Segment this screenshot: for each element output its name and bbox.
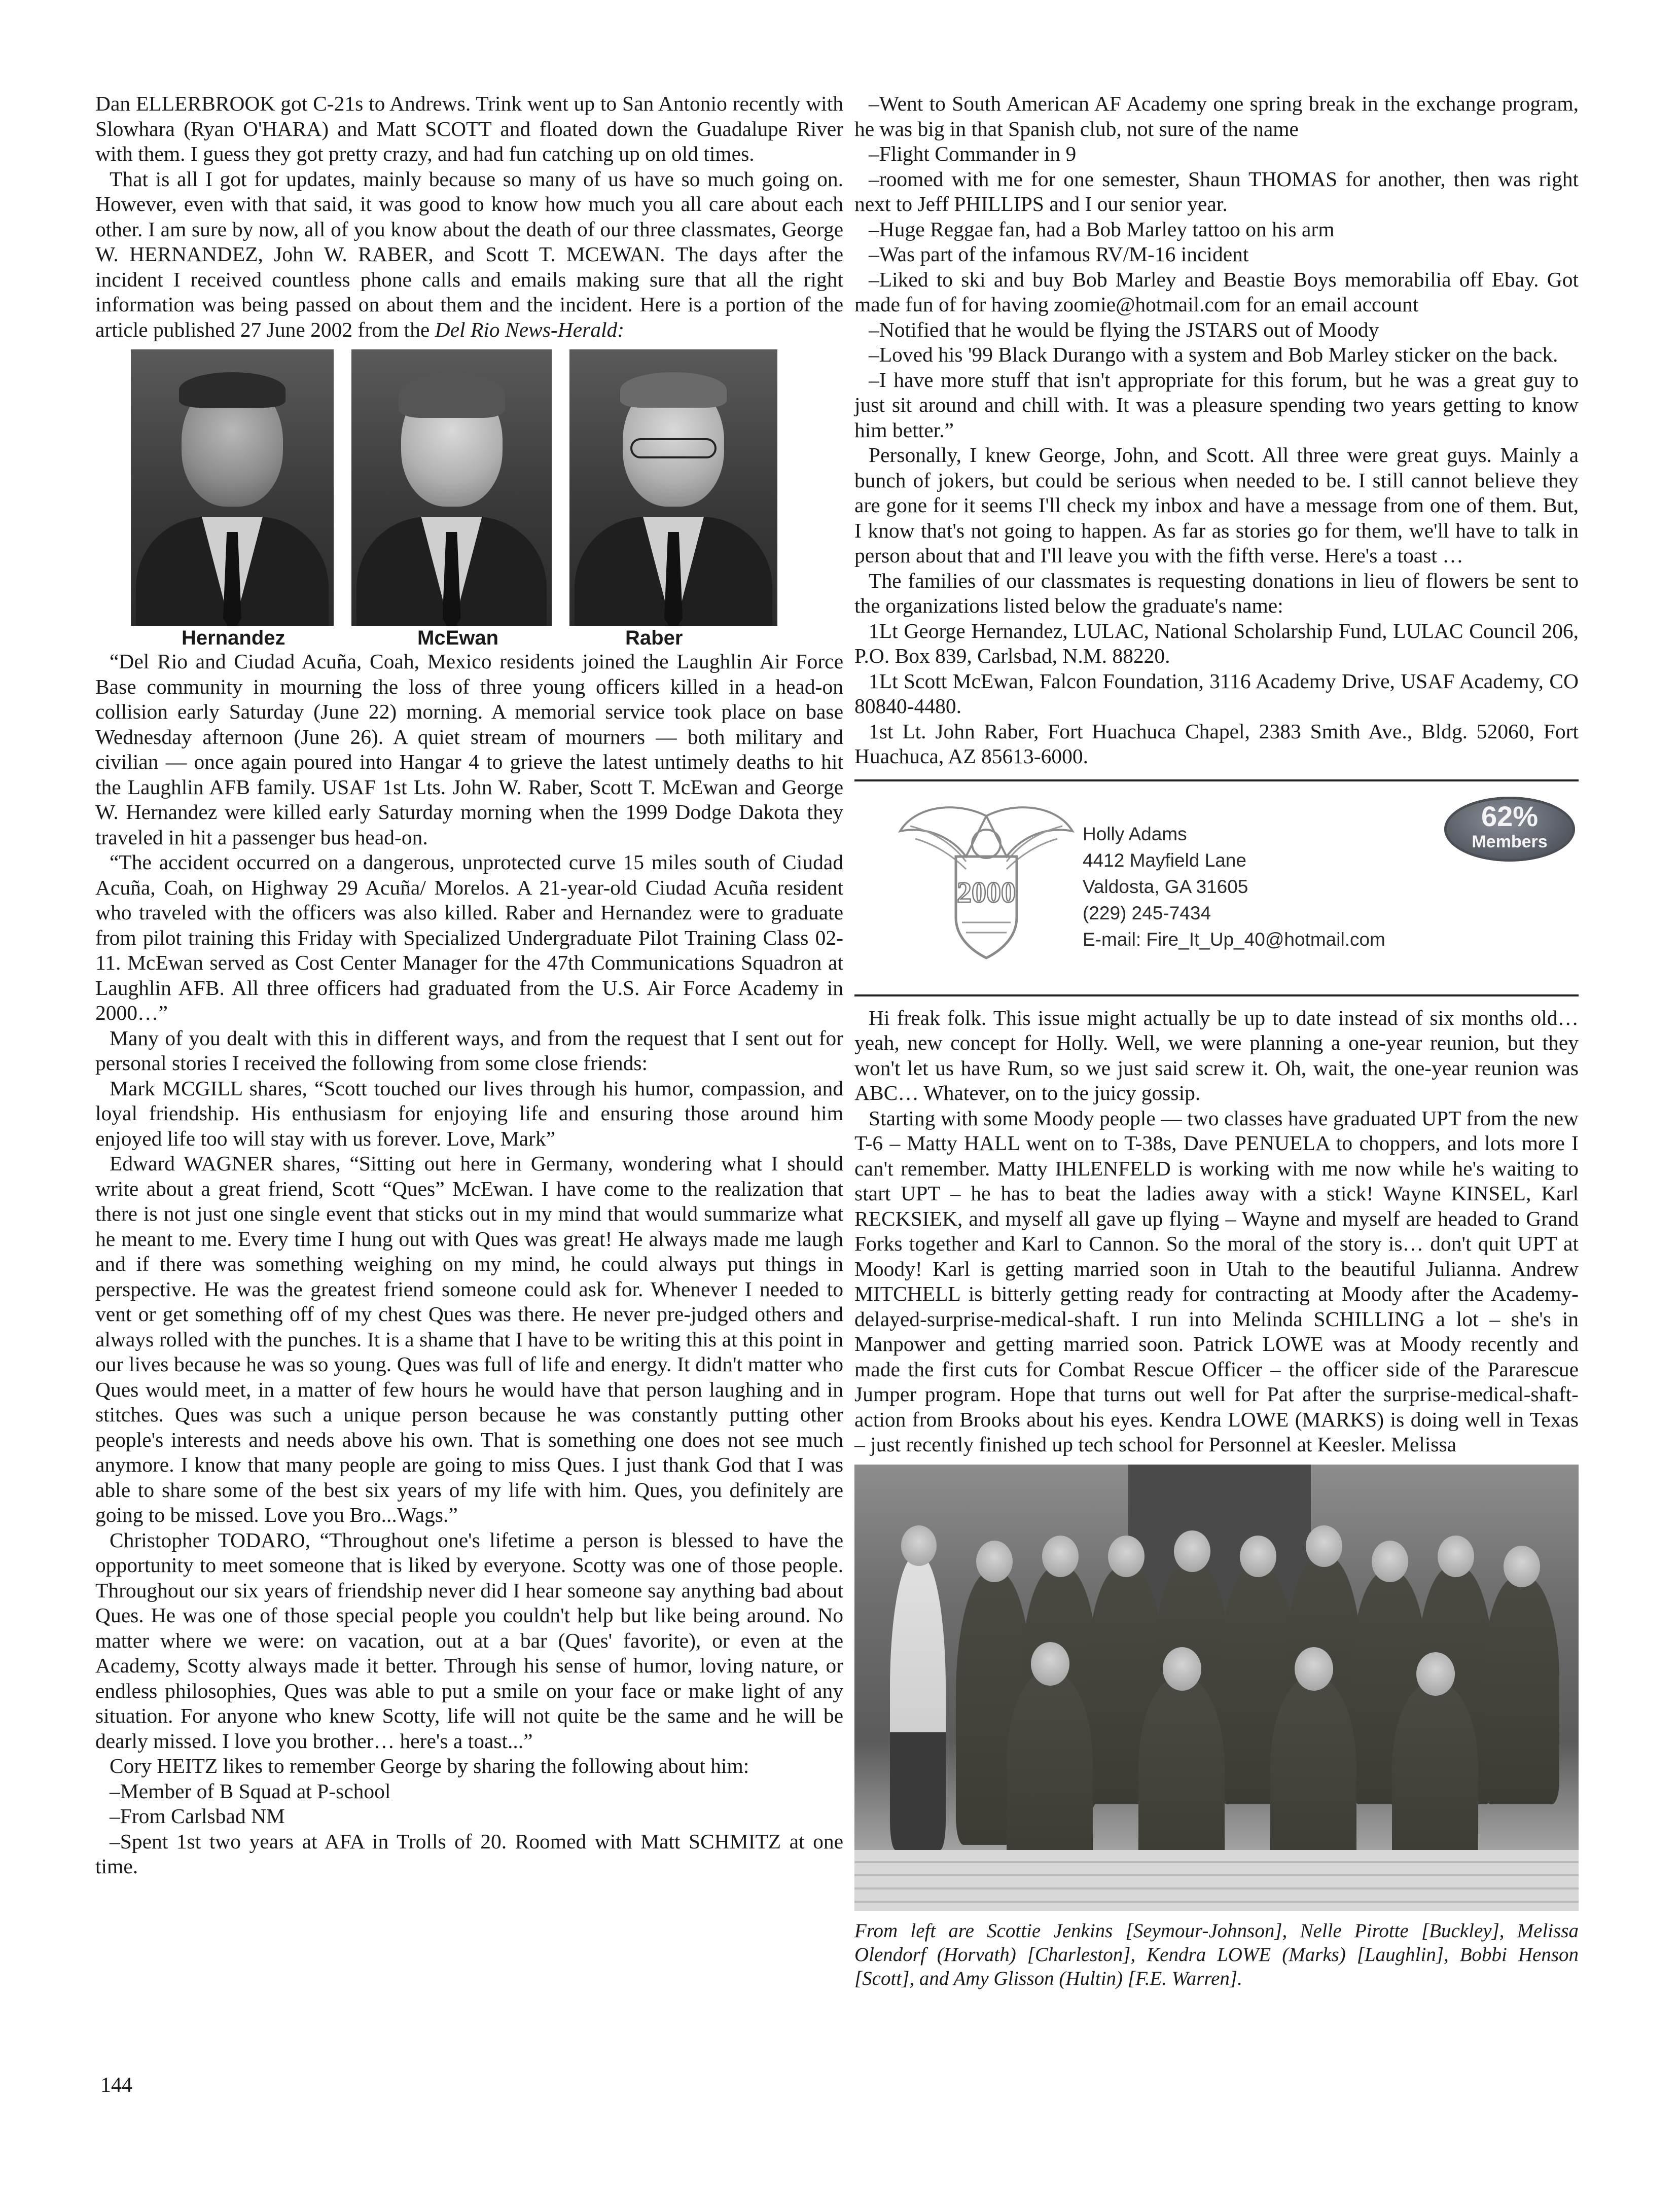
- page-number: 144: [100, 2074, 132, 2097]
- list-item: –From Carlsbad NM: [110, 1804, 285, 1828]
- list-item: –Was part of the infamous RV/M-16 incident: [869, 242, 1249, 266]
- paragraph: “Del Rio and Ciudad Acuña, Coah, Mexico residents joined the Laughlin Air Force Base community in mourning the loss of three young officers killed in a head-on collision early Saturday (June 22) morning. A memorial service took place on base Wednesday afternoon (June 26). A quiet stream of mourners — both military and civilian — once again poured into Hangar 4 to grieve the latest untimely deaths to hit the Laughlin AFB family. USAF 1st Lts. John W. Raber, Scott T. McEwan and George W. Hernandez were killed early Saturday morning when the 1999 Dodge Dakota they traveled in hit a passenger bus head-on.: [95, 650, 843, 849]
- paragraph: Dan ELLERBROOK got C-21s to Andrews. Trink went up to San Antonio recently with Slowhara (Ryan O'HARA) and Matt SCOTT and floated down the Guadalupe River with them. I guess they got pretty crazy, and had fun catching up on old times.: [95, 92, 843, 165]
- list-item: –Notified that he would be flying the JSTARS out of Moody: [869, 317, 1379, 341]
- paragraph-text: That is all I got for updates, mainly because so many of us have so much going on. However, even with that said, it was good to know how much you all care about each other. I am sure by now, all of you know about the death of our three classmates, George W. HERNANDEZ, John W. RABER, and Scott T. MCEWAN. The days after the incident I received countless phone calls and emails making sure that all the right information was being passed on about them and the incident. Here is a portion of the article published 27 June 2002 from the: [95, 167, 843, 341]
- contact-name: Holly Adams: [1083, 823, 1187, 844]
- paragraph: 1st Lt. John Raber, Fort Huachuca Chapel, 2383 Smith Ave., Bldg. 52060, Fort Huachuca, AZ 85613-6000.: [854, 719, 1579, 768]
- list-item: –Spent 1st two years at AFA in Trolls of 20. Roomed with Matt SCHMITZ at one time.: [95, 1829, 843, 1878]
- list-item: –I have more stuff that isn't appropriate for this forum, but he was a great guy to just sit around and chill with. It was a pleasure spending two years getting to know him better.”: [854, 368, 1579, 442]
- caption-mcewan: McEwan: [417, 627, 499, 649]
- portrait-photo-hernandez: [131, 349, 334, 626]
- list-item: –Loved his '99 Black Durango with a system and Bob Marley sticker on the back.: [869, 343, 1558, 366]
- contact-email: E-mail: Fire_It_Up_40@hotmail.com: [1083, 929, 1385, 950]
- contact-street: 4412 Mayfield Lane: [1083, 849, 1246, 871]
- list-item: –Flight Commander in 9: [869, 142, 1077, 165]
- caption-hernandez: Hernandez: [182, 627, 285, 649]
- paragraph: [95, 167, 843, 343]
- paragraph: “The accident occurred on a dangerous, unprotected curve 15 miles south of Ciudad Acuña, Coah, on Highway 29 Acuña/ Morelos. A 21-year-old Ciudad Acuña resident who traveled with the officers was also killed. Raber and Hernandez were to graduate from pilot training this Friday with Specialized Undergraduate Pilot Training Class 02-11. McEwan served as Cost Center Manager for the 47th Communications Squadron at Laughlin AFB. All three officers had graduated from the U.S. Air Force Academy in 2000…”: [95, 850, 843, 1024]
- list-item: –Liked to ski and buy Bob Marley and Beastie Boys memorabilia off Ebay. Got made fun of for having zoomie@hotmail.com for an email account: [854, 267, 1579, 316]
- contact-city: Valdosta, GA 31605: [1083, 876, 1248, 897]
- crest-year: 2000: [957, 875, 1016, 909]
- right-column: [854, 91, 1579, 1990]
- photo-caption: From left are Scottie Jenkins [Seymour-Johnson], Nelle Pirotte [Buckley], Melissa Olendorf (Horvath) [Charleston], Kendra LOWE (Marks) [Laughlin], Bobbi Henson [Scott], and Amy Glisson (Hultin) [F.E. Warren].: [854, 1919, 1579, 1989]
- left-column: [95, 91, 843, 1879]
- list-item: –Member of B Squad at P-school: [110, 1779, 391, 1803]
- contact-phone: (229) 245-7434: [1083, 902, 1211, 923]
- list-item: –Went to South American AF Academy one spring break in the exchange program, he was big in that Spanish club, not sure of the name: [854, 92, 1579, 140]
- portrait-row: [95, 349, 843, 626]
- paragraph: The families of our classmates is requesting donations in lieu of flowers be sent to the organizations listed below the graduate's name:: [854, 568, 1579, 617]
- list-item: –roomed with me for one semester, Shaun THOMAS for another, then was right next to Jeff PHILLIPS and I our senior year.: [854, 167, 1579, 216]
- paragraph: Starting with some Moody people — two classes have graduated UPT from the new T-6 – Matty HALL went on to T-38s, Dave PENUELA to choppers, and lots more I can't remember. Matty IHLENFELD is working with me now while he's waiting to start UPT – he has to beat the ladies away with a stick! Wayne KINSEL, Karl RECKSIEK, and myself all gave up flying – Wayne and myself are headed to Grand Forks together and Karl to Cannon. So the moral of the story is… don't quit UPT at Moody! Karl is getting married soon in Utah to the beautiful Julianna. Andrew MITCHELL is bitterly getting ready for contracting at Moody after the Academy-delayed-surprise-medical-shaft. I run into Melinda SCHILLING a lot – she's in Manpower and getting married soon. Patrick LOWE was at Moody recently and made the first cuts for Combat Rescue Officer – the officer side of the Pararescue Jumper program. Hope that turns out well for Pat after the surprise-medical-shaft-action from Brooks about his eyes. Kendra LOWE (MARKS) is doing well in Texas – just recently finished up tech school for Personnel at Keesler. Melissa: [854, 1106, 1579, 1456]
- class-crest-icon: [895, 796, 1078, 963]
- contact-block: [1083, 821, 1385, 953]
- paragraph: Personally, I knew George, John, and Scott. All three were great guys. Mainly a bunch of jokers, but could be serious when needed to be. I still cannot believe they are gone for it seems I'll check my inbox and have a message from one of them. But, I know that's not going to happen. As far as stories go for them, we'll have to talk in person about that and I'll leave you with the fifth verse. Here's a toast …: [854, 443, 1579, 567]
- section-divider: [854, 994, 1579, 996]
- portrait-photo-mcewan: [351, 349, 552, 626]
- paragraph: Hi freak folk. This issue might actually be up to date instead of six months old… yeah, new concept for Holly. Well, we were planning a one-year reunion, but they won't let us have Rum, so we just said screw it. Oh, wait, the one-year reunion was ABC… Whatever, on to the juicy gossip.: [854, 1006, 1579, 1104]
- group-photo: [854, 1465, 1579, 1911]
- portrait-captions: [95, 626, 843, 649]
- membership-badge: [1444, 797, 1575, 862]
- caption-raber: Raber: [625, 627, 683, 649]
- membership-percent: 62%: [1481, 800, 1539, 832]
- paragraph: Mark MCGILL shares, “Scott touched our lives through his humor, compassion, and loyal friendship. His enthusiasm for enjoying life and ensuring those around him enjoyed life too will stay with us forever. Love, Mark”: [95, 1076, 843, 1150]
- source-title: Del Rio News-Herald:: [435, 317, 625, 341]
- paragraph: Many of you dealt with this in different ways, and from the request that I sent out for personal stories I received the following from some close friends:: [95, 1026, 843, 1075]
- class-scribe-profile: [854, 781, 1579, 994]
- paragraph: Edward WAGNER shares, “Sitting out here in Germany, wondering what I should write about a great friend, Scott “Ques” McEwan. I have come to the realization that there is not just one single event that sticks out in my mind that would summarize what he meant to me. Every time I hung out with Ques was great! He always made me laugh and if there was something weighing on my mind, he could always put things in perspective. He was the greatest friend someone could ask for. Whenever I needed to vent or get something off of my chest Ques was there. He never pre-judged others and always rolled with the punches. It is a shame that I have to be writing this at this point in our lives because he was so young. Ques was full of life and energy. It didn't matter who Ques would meet, in a matter of few hours he would have that person laughing and in stitches. Ques was such a unique person because he was constantly putting other people's interests and needs above his own. That is something one does not see much anymore. I know that many people are going to miss Ques. I just thank God that I was able to share some of the best six years of my life with him. Ques, you definitely are going to be missed. Love you Bro...Wags.”: [95, 1152, 843, 1526]
- portrait-photo-raber: [569, 349, 777, 626]
- list-item: –Huge Reggae fan, had a Bob Marley tattoo on his arm: [869, 217, 1335, 241]
- membership-label: Members: [1472, 832, 1548, 851]
- paragraph: 1Lt Scott McEwan, Falcon Foundation, 3116 Academy Drive, USAF Academy, CO 80840-4480.: [854, 669, 1579, 718]
- paragraph: Cory HEITZ likes to remember George by sharing the following about him:: [110, 1754, 749, 1777]
- paragraph: 1Lt George Hernandez, LULAC, National Scholarship Fund, LULAC Council 206, P.O. Box 839, Carlsbad, N.M. 88220.: [854, 619, 1579, 667]
- paragraph: Christopher TODARO, “Throughout one's lifetime a person is blessed to have the opportunity to meet someone that is liked by everyone. Scotty was one of those people. Throughout our six years of friendship never did I hear someone say anything bad about Ques. He was one of those special people you couldn't help but like being around. No matter where we were: on vacation, out at a bar (Ques' favorite), or even at the Academy, Scotty always made it better. Through his sense of humor, loving nature, or endless philosophies, Ques was able to put a smile on your face or make light of any situation. For anyone who knew Scotty, life will not quite be the same and he will be dearly missed. I love you brother… here's a toast...”: [95, 1528, 843, 1753]
